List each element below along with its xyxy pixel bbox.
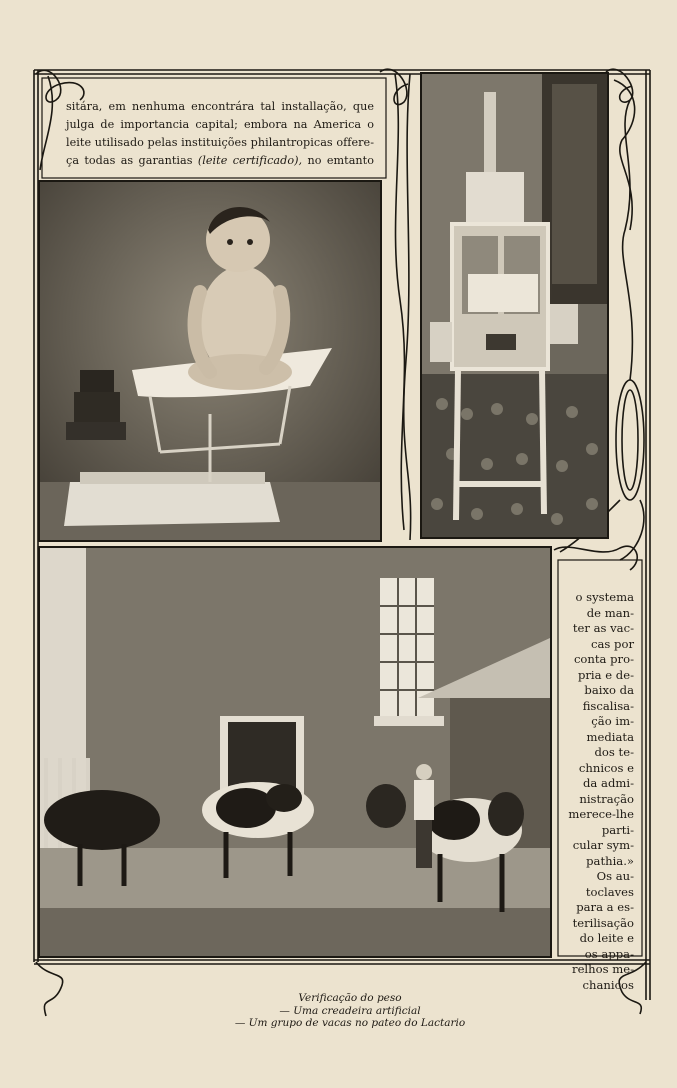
side-text-line: dos te-: [594, 745, 634, 759]
intro-paragraph: [66, 98, 374, 170]
intro-line-3: leite utilisado pelas instituições philantropicas offere-: [66, 136, 375, 149]
intro-line-4-start: ça todas as garantias: [66, 154, 198, 167]
side-text-column: [564, 590, 634, 993]
side-text-line: para a es-: [576, 900, 634, 914]
intro-line-4: [66, 152, 374, 170]
side-text-line: mediata: [586, 729, 634, 744]
side-text-line: ção im-: [591, 714, 634, 728]
photo-captions: [200, 992, 500, 1030]
side-text-line: os appa-: [584, 946, 634, 961]
side-text-line: cas por: [591, 636, 634, 651]
side-text-line: da admi-: [583, 776, 634, 790]
side-text-line: pathia.»: [586, 853, 634, 868]
side-text-line: o systema: [575, 590, 634, 604]
side-text-line: ter as vac-: [572, 621, 634, 635]
photo-artificial-incubator: [420, 72, 609, 539]
side-text-line: de man-: [586, 605, 634, 620]
side-text-line: chanicos: [582, 977, 634, 992]
side-text-line: nistração: [579, 791, 634, 806]
side-text-line: toclaves: [585, 884, 634, 899]
side-text-line: chnicos e: [578, 760, 634, 775]
side-text-line: relhos me-: [572, 962, 634, 976]
side-text-line: Os au-: [596, 869, 634, 883]
side-text-line: parti-: [601, 822, 634, 837]
intro-line-2: julga de importancia capital; embora na America o: [66, 118, 374, 131]
photo-weighing-baby: [38, 180, 382, 542]
intro-line-4-emphasis: (leite certificado),: [197, 154, 303, 167]
intro-line-1: sitára, em nenhuma encontrára tal installação, que: [66, 100, 374, 113]
caption-weighing: Verificação do peso: [298, 992, 402, 1004]
side-text-line: baixo da: [584, 683, 634, 697]
intro-line-4-end: no emtanto: [302, 154, 375, 167]
side-text-line: do leite e: [579, 931, 634, 945]
side-text-line: cular sym-: [572, 838, 634, 852]
caption-cows: — Um grupo de vacas no pateo do Lactario: [234, 1017, 466, 1029]
caption-incubator: — Uma creadeira artificial: [279, 1004, 421, 1017]
side-text-line: conta pro-: [573, 652, 634, 666]
side-text-line: pria e de-: [577, 667, 634, 682]
side-text-line: merece-lhe: [568, 807, 634, 821]
photo-cows-courtyard: [38, 546, 552, 958]
side-text-line: fiscalisa-: [582, 698, 634, 713]
side-text-line: terilisação: [572, 915, 634, 930]
